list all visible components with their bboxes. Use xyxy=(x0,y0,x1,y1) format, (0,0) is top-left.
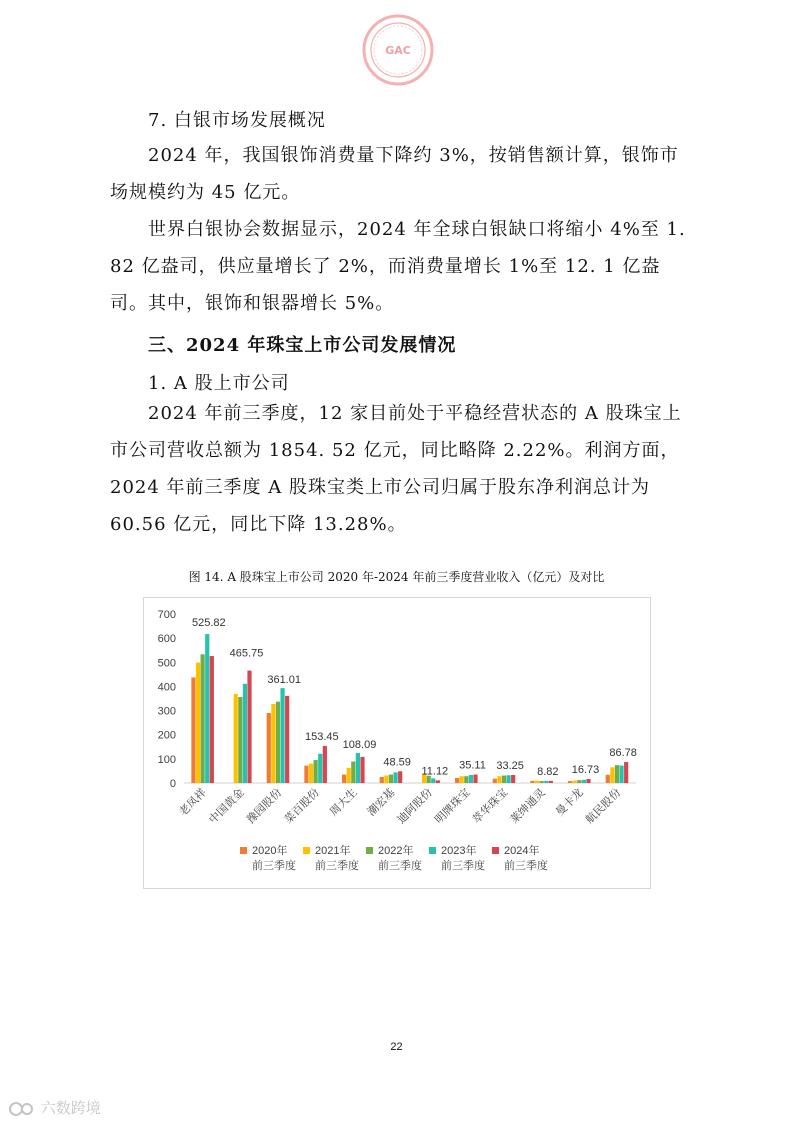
bar-5-7 xyxy=(436,780,440,783)
bar-1-8 xyxy=(455,778,459,783)
bar-1-11 xyxy=(568,781,572,783)
data-label: 361.01 xyxy=(267,674,301,687)
bar-5-2 xyxy=(247,671,251,783)
bar-4-10 xyxy=(544,781,548,783)
y-tick-label: 100 xyxy=(157,753,176,766)
bar-2-2 xyxy=(234,694,238,783)
bar-1-9 xyxy=(493,779,497,783)
bar-4-11 xyxy=(582,780,586,783)
y-tick-label: 600 xyxy=(157,633,176,646)
bar-4-9 xyxy=(506,775,510,783)
legend-label-period: 前三季度 xyxy=(441,859,485,872)
paragraph-world-silver xyxy=(110,211,690,322)
legend-swatch xyxy=(303,847,310,854)
data-label: 11.12 xyxy=(421,765,449,778)
bar-3-11 xyxy=(577,780,581,783)
bar-4-6 xyxy=(393,772,397,783)
legend-swatch xyxy=(492,847,499,854)
data-label: 108.09 xyxy=(342,739,377,752)
category-label: 潮宏基 xyxy=(364,785,398,819)
bar-1-10 xyxy=(530,781,534,783)
legend-label-period: 前三季度 xyxy=(252,859,296,872)
watermark xyxy=(8,1097,101,1118)
bar-5-5 xyxy=(360,757,364,783)
y-tick-label: 0 xyxy=(169,778,176,790)
y-tick-label: 500 xyxy=(157,657,176,670)
watermark-logo-icon xyxy=(8,1101,36,1117)
bar-4-12 xyxy=(619,766,623,783)
seal-text: GAC xyxy=(385,44,411,57)
bar-1-4 xyxy=(304,766,308,783)
bar-4-5 xyxy=(356,753,360,783)
bar-2-6 xyxy=(384,776,388,783)
category-label: 曼卡龙 xyxy=(553,785,586,819)
y-tick-label: 200 xyxy=(157,729,176,742)
data-label: 525.82 xyxy=(192,617,226,630)
y-tick-label: 400 xyxy=(157,681,176,694)
category-label: 老凤祥 xyxy=(176,785,209,819)
paragraph-text: 世界白银协会数据显示，2024 年全球白银缺口将缩小 4%至 1. 82 亿盎司，供应量增长了 2%，而消费量增长 1%至 12. 1 亿盎司。其中，银饰和银器增长 5%。 xyxy=(110,219,686,314)
category-label: 莱绅通灵 xyxy=(507,785,548,827)
bar-3-12 xyxy=(615,765,619,783)
legend-label-year: 2022年 xyxy=(378,845,414,857)
bar-2-9 xyxy=(497,776,501,783)
gac-seal-logo xyxy=(362,14,434,86)
y-tick-label: 300 xyxy=(157,705,176,718)
bar-3-4 xyxy=(314,760,318,783)
y-tick-label: 700 xyxy=(157,609,176,621)
data-label: 33.25 xyxy=(496,759,524,772)
category-label: 豫园股份 xyxy=(243,785,285,827)
bar-3-9 xyxy=(502,776,506,783)
paragraph-text: 2024 年，我国银饰消费量下降约 3%，按销售额计算，银饰市场规模约为 45 亿元。 xyxy=(110,145,679,203)
bar-3-2 xyxy=(238,697,242,783)
bar-5-1 xyxy=(210,656,214,783)
bar-4-2 xyxy=(243,684,247,783)
bar-1-1 xyxy=(191,677,195,783)
bar-1-3 xyxy=(267,713,271,783)
bar-2-5 xyxy=(347,768,351,783)
category-label: 菜百股份 xyxy=(281,785,322,827)
bar-5-11 xyxy=(586,779,590,783)
legend-swatch xyxy=(366,847,373,854)
bar-5-10 xyxy=(549,781,553,783)
legend-label-period: 前三季度 xyxy=(504,859,548,872)
bar-4-7 xyxy=(431,778,435,783)
legend-label-year: 2024年 xyxy=(504,845,540,857)
legend-label-year: 2020年 xyxy=(252,845,288,857)
data-label: 153.45 xyxy=(305,730,339,743)
category-label: 航民股份 xyxy=(582,785,624,827)
section-3-title: 三、2024 年珠宝上市公司发展情况 xyxy=(148,335,457,356)
legend-label-year: 2021年 xyxy=(315,845,351,857)
watermark-text: 六数跨境 xyxy=(40,1099,101,1117)
data-label: 16.73 xyxy=(571,763,600,776)
bar-2-12 xyxy=(610,767,614,783)
subsection-a-share-title: 1. A 股上市公司 xyxy=(148,373,290,394)
paragraph-text: 2024 年前三季度，12 家目前处于平稳经营状态的 A 股珠宝上市公司营收总额为 1854. 52 亿元，同比略降 2.22%。利润方面，2024 年前三季度 A 股珠宝类上市公司归属于股东净利润总计为 60.56 亿元，同比下降 13.28%。 xyxy=(110,403,682,535)
data-label: 465.75 xyxy=(229,647,264,660)
bar-4-3 xyxy=(280,688,284,783)
bar-3-10 xyxy=(540,781,544,783)
bar-1-6 xyxy=(380,777,384,783)
bar-2-1 xyxy=(196,663,200,783)
bar-1-12 xyxy=(606,775,610,783)
bar-2-10 xyxy=(535,781,539,783)
bar-3-3 xyxy=(276,702,280,783)
bar-5-6 xyxy=(398,771,402,783)
category-label: 萃华珠宝 xyxy=(469,785,511,827)
category-label: 明牌珠宝 xyxy=(432,785,473,827)
legend-label-year: 2023年 xyxy=(441,845,477,857)
category-label: 中国黄金 xyxy=(206,785,247,827)
bar-4-1 xyxy=(205,634,209,783)
legend-swatch xyxy=(429,847,436,854)
paragraph-a-share-revenue xyxy=(110,395,690,543)
category-label: 周大生 xyxy=(327,785,360,819)
bar-5-9 xyxy=(511,775,515,783)
revenue-bar-chart xyxy=(144,598,650,888)
bar-3-8 xyxy=(464,776,468,783)
data-label: 48.59 xyxy=(383,756,411,769)
page-number: 22 xyxy=(390,1041,403,1053)
bar-3-6 xyxy=(389,775,393,783)
paragraph-silver-consumption xyxy=(110,137,690,211)
bar-2-4 xyxy=(309,764,313,783)
bar-3-1 xyxy=(201,654,205,783)
bar-2-11 xyxy=(573,781,577,783)
legend-swatch xyxy=(240,847,247,854)
bar-1-5 xyxy=(342,775,346,783)
data-label: 35.11 xyxy=(459,759,486,772)
data-label: 86.78 xyxy=(609,747,637,760)
bar-2-3 xyxy=(271,704,275,783)
bar-5-12 xyxy=(624,762,628,783)
category-label: 迪阿股份 xyxy=(394,785,435,827)
bar-5-4 xyxy=(323,746,327,783)
figure-caption: 图 14. A 股珠宝上市公司 2020 年-2024 年前三季度营业收入（亿元）及对比 xyxy=(188,570,605,584)
bar-4-4 xyxy=(318,754,322,783)
section-7-title: 7. 白银市场发展概况 xyxy=(148,110,326,131)
legend-label-period: 前三季度 xyxy=(315,859,359,872)
data-label: 8.82 xyxy=(537,765,559,778)
bar-3-5 xyxy=(351,762,355,783)
bar-5-3 xyxy=(285,696,289,783)
bar-2-8 xyxy=(460,776,464,783)
bar-5-8 xyxy=(473,775,477,783)
revenue-chart-frame xyxy=(143,597,651,889)
legend-label-period: 前三季度 xyxy=(378,859,422,872)
bar-4-8 xyxy=(469,775,473,783)
